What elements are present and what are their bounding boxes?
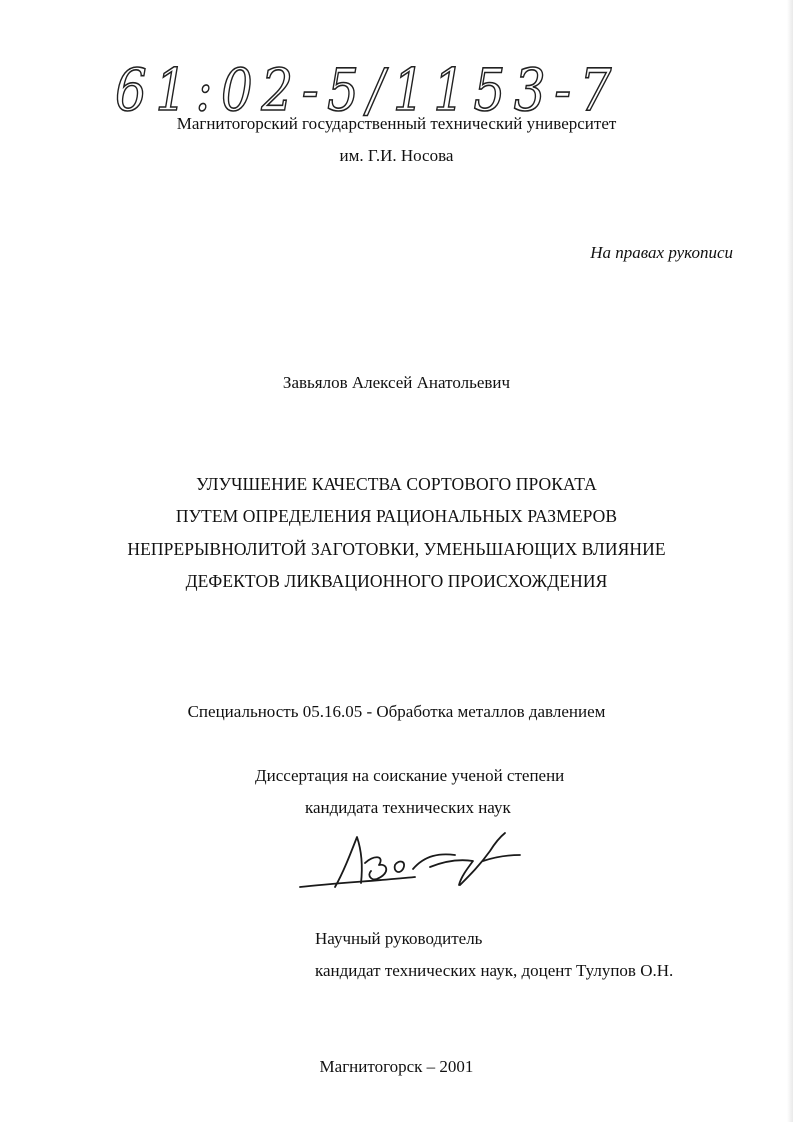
author-name: Завьялов Алексей Анатольевич [282,373,511,392]
place-and-year: Магнитогорск – 2001 [319,1057,474,1076]
dissertation-line-1: Диссертация на соискание ученой степени [255,766,565,785]
title-line-4: ДЕФЕКТОВ ЛИКВАЦИОННОГО ПРОИСХОЖДЕНИЯ [185,571,608,591]
title-line-3: НЕПРЕРЫВНОЛИТОЙ ЗАГОТОВКИ, УМЕНЬШАЮЩИХ ВЛИЯНИЕ [127,539,666,559]
university-name: Магнитогорский государственный технический университет [176,114,617,133]
supervisor-label: Научный руководитель [315,929,483,948]
archive-number-text: 61:02-5/1153-7 [115,56,620,124]
university-named-after: им. Г.И. Носова [339,146,454,165]
supervisor-name: кандидат технических наук, доцент Тулупов О.Н. [315,961,674,980]
title-line-1: УЛУЧШЕНИЕ КАЧЕСТВА СОРТОВОГО ПРОКАТА [196,474,597,494]
specialty: Специальность 05.16.05 - Обработка металлов давлением [187,702,606,721]
scan-edge-shadow [787,0,793,1122]
author-signature [295,825,535,905]
title-line-2: ПУТЕМ ОПРЕДЕЛЕНИЯ РАЦИОНАЛЬНЫХ РАЗМЕРОВ [175,506,618,526]
dissertation-line-2: кандидата технических наук [305,798,511,817]
manuscript-rights-note: На правах рукописи [590,243,733,262]
